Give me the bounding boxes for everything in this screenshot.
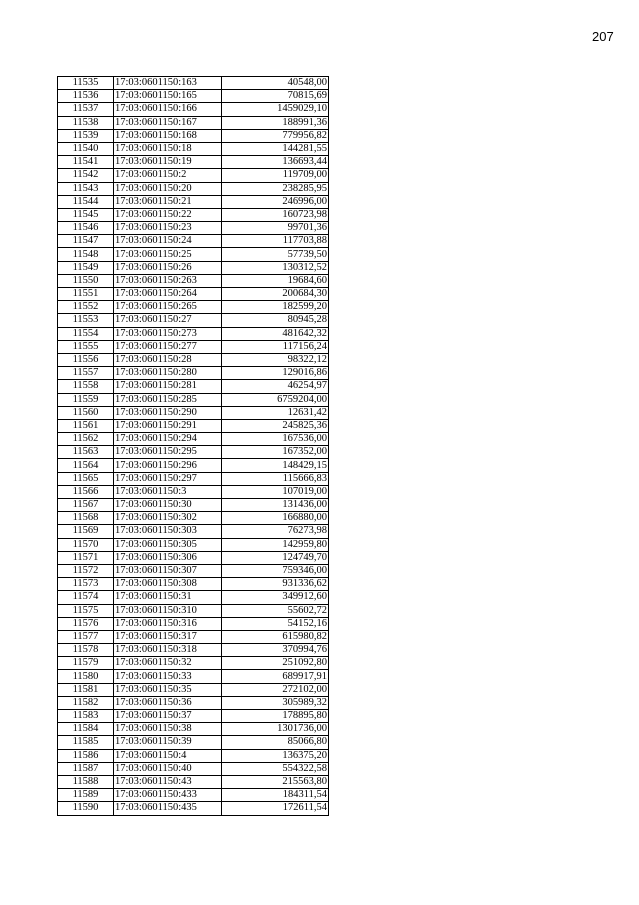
value-cell: 98322,12 [222,353,329,366]
cadastral-number-cell: 17:03:0601150:295 [114,446,222,459]
row-number-cell: 11541 [58,156,114,169]
table-row [58,789,329,802]
row-number-cell: 11548 [58,248,114,261]
cadastral-number-cell: 17:03:0601150:318 [114,644,222,657]
cadastral-number-cell: 17:03:0601150:31 [114,591,222,604]
value-cell: 144281,55 [222,142,329,155]
table-row [58,380,329,393]
table-row [58,393,329,406]
row-number-cell: 11578 [58,644,114,657]
cadastral-number-cell: 17:03:0601150:273 [114,327,222,340]
table-row [58,169,329,182]
value-cell: 779956,82 [222,129,329,142]
cadastral-number-cell: 17:03:0601150:167 [114,116,222,129]
row-number-cell: 11535 [58,77,114,90]
cadastral-number-cell: 17:03:0601150:40 [114,762,222,775]
value-cell: 554322,58 [222,762,329,775]
row-number-cell: 11560 [58,406,114,419]
cadastral-number-cell: 17:03:0601150:290 [114,406,222,419]
row-number-cell: 11563 [58,446,114,459]
table-row [58,525,329,538]
value-cell: 481642,32 [222,327,329,340]
row-number-cell: 11545 [58,208,114,221]
table-row [58,129,329,142]
value-cell: 119709,00 [222,169,329,182]
cadastral-number-cell: 17:03:0601150:285 [114,393,222,406]
cadastral-number-cell: 17:03:0601150:433 [114,789,222,802]
row-number-cell: 11580 [58,670,114,683]
cadastral-number-cell: 17:03:0601150:37 [114,710,222,723]
cadastral-number-cell: 17:03:0601150:28 [114,353,222,366]
cadastral-number-cell: 17:03:0601150:296 [114,459,222,472]
table-row [58,644,329,657]
table-row [58,288,329,301]
value-cell: 57739,50 [222,248,329,261]
table-row [58,696,329,709]
cadastral-number-cell: 17:03:0601150:35 [114,683,222,696]
row-number-cell: 11546 [58,222,114,235]
table-row [58,710,329,723]
row-number-cell: 11573 [58,578,114,591]
row-number-cell: 11576 [58,617,114,630]
value-cell: 215563,80 [222,775,329,788]
row-number-cell: 11552 [58,301,114,314]
value-cell: 70815,69 [222,90,329,103]
cadastral-number-cell: 17:03:0601150:310 [114,604,222,617]
value-cell: 54152,16 [222,617,329,630]
cadastral-number-cell: 17:03:0601150:26 [114,261,222,274]
cadastral-number-cell: 17:03:0601150:297 [114,472,222,485]
value-cell: 615980,82 [222,630,329,643]
cadastral-value-table [57,76,329,816]
value-cell: 129016,86 [222,367,329,380]
row-number-cell: 11562 [58,433,114,446]
value-cell: 148429,15 [222,459,329,472]
row-number-cell: 11585 [58,736,114,749]
value-cell: 136375,20 [222,749,329,762]
table-body [58,77,329,816]
table-row [58,670,329,683]
row-number-cell: 11587 [58,762,114,775]
value-cell: 238285,95 [222,182,329,195]
value-cell: 46254,97 [222,380,329,393]
row-number-cell: 11581 [58,683,114,696]
cadastral-number-cell: 17:03:0601150:24 [114,235,222,248]
table-row [58,499,329,512]
value-cell: 200684,30 [222,288,329,301]
table-row [58,77,329,90]
row-number-cell: 11556 [58,353,114,366]
table-row [58,446,329,459]
table-row [58,156,329,169]
value-cell: 759346,00 [222,564,329,577]
value-cell: 931336,62 [222,578,329,591]
cadastral-number-cell: 17:03:0601150:277 [114,340,222,353]
row-number-cell: 11553 [58,314,114,327]
value-cell: 167536,00 [222,433,329,446]
cadastral-number-cell: 17:03:0601150:20 [114,182,222,195]
value-cell: 689917,91 [222,670,329,683]
row-number-cell: 11557 [58,367,114,380]
table-row [58,762,329,775]
cadastral-number-cell: 17:03:0601150:33 [114,670,222,683]
cadastral-number-cell: 17:03:0601150:18 [114,142,222,155]
value-cell: 99701,36 [222,222,329,235]
cadastral-number-cell: 17:03:0601150:294 [114,433,222,446]
table-row [58,591,329,604]
row-number-cell: 11544 [58,195,114,208]
row-number-cell: 11568 [58,512,114,525]
table-row [58,353,329,366]
row-number-cell: 11577 [58,630,114,643]
row-number-cell: 11584 [58,723,114,736]
table-row [58,261,329,274]
value-cell: 160723,98 [222,208,329,221]
table-row [58,617,329,630]
row-number-cell: 11539 [58,129,114,142]
row-number-cell: 11549 [58,261,114,274]
value-cell: 130312,52 [222,261,329,274]
table-row [58,248,329,261]
table-row [58,419,329,432]
cadastral-number-cell: 17:03:0601150:281 [114,380,222,393]
table-row [58,433,329,446]
row-number-cell: 11537 [58,103,114,116]
cadastral-number-cell: 17:03:0601150:39 [114,736,222,749]
value-cell: 85066,80 [222,736,329,749]
value-cell: 182599,20 [222,301,329,314]
cadastral-number-cell: 17:03:0601150:22 [114,208,222,221]
cadastral-number-cell: 17:03:0601150:316 [114,617,222,630]
value-cell: 349912,60 [222,591,329,604]
table-row [58,142,329,155]
table-row [58,195,329,208]
row-number-cell: 11575 [58,604,114,617]
value-cell: 246996,00 [222,195,329,208]
cadastral-number-cell: 17:03:0601150:263 [114,274,222,287]
row-number-cell: 11561 [58,419,114,432]
row-number-cell: 11559 [58,393,114,406]
cadastral-number-cell: 17:03:0601150:307 [114,564,222,577]
value-cell: 188991,36 [222,116,329,129]
value-cell: 1459029,10 [222,103,329,116]
row-number-cell: 11555 [58,340,114,353]
row-number-cell: 11550 [58,274,114,287]
row-number-cell: 11583 [58,710,114,723]
row-number-cell: 11586 [58,749,114,762]
row-number-cell: 11554 [58,327,114,340]
table-row [58,485,329,498]
cadastral-number-cell: 17:03:0601150:36 [114,696,222,709]
row-number-cell: 11565 [58,472,114,485]
row-number-cell: 11572 [58,564,114,577]
value-cell: 80945,28 [222,314,329,327]
cadastral-number-cell: 17:03:0601150:3 [114,485,222,498]
cadastral-number-cell: 17:03:0601150:308 [114,578,222,591]
row-number-cell: 11589 [58,789,114,802]
table-row [58,775,329,788]
cadastral-number-cell: 17:03:0601150:265 [114,301,222,314]
cadastral-number-cell: 17:03:0601150:27 [114,314,222,327]
table-row [58,723,329,736]
cadastral-number-cell: 17:03:0601150:43 [114,775,222,788]
row-number-cell: 11564 [58,459,114,472]
table-row [58,235,329,248]
table-row [58,314,329,327]
table-row [58,657,329,670]
cadastral-number-cell: 17:03:0601150:306 [114,551,222,564]
table-row [58,564,329,577]
table-row [58,367,329,380]
row-number-cell: 11579 [58,657,114,670]
table-row [58,683,329,696]
row-number-cell: 11547 [58,235,114,248]
value-cell: 115666,83 [222,472,329,485]
table-row [58,222,329,235]
value-cell: 124749,70 [222,551,329,564]
cadastral-number-cell: 17:03:0601150:280 [114,367,222,380]
row-number-cell: 11540 [58,142,114,155]
cadastral-number-cell: 17:03:0601150:30 [114,499,222,512]
row-number-cell: 11566 [58,485,114,498]
cadastral-number-cell: 17:03:0601150:435 [114,802,222,815]
value-cell: 305989,32 [222,696,329,709]
value-cell: 172611,54 [222,802,329,815]
value-cell: 40548,00 [222,77,329,90]
cadastral-number-cell: 17:03:0601150:305 [114,538,222,551]
value-cell: 370994,76 [222,644,329,657]
table-row [58,340,329,353]
cadastral-number-cell: 17:03:0601150:25 [114,248,222,261]
row-number-cell: 11542 [58,169,114,182]
table-row [58,406,329,419]
value-cell: 76273,98 [222,525,329,538]
table-row [58,459,329,472]
cadastral-number-cell: 17:03:0601150:32 [114,657,222,670]
value-cell: 136693,44 [222,156,329,169]
table-row [58,90,329,103]
cadastral-number-cell: 17:03:0601150:166 [114,103,222,116]
table-row [58,802,329,815]
table-row [58,301,329,314]
table-row [58,630,329,643]
row-number-cell: 11567 [58,499,114,512]
cadastral-number-cell: 17:03:0601150:2 [114,169,222,182]
cadastral-number-cell: 17:03:0601150:19 [114,156,222,169]
table-row [58,538,329,551]
value-cell: 55602,72 [222,604,329,617]
cadastral-number-cell: 17:03:0601150:303 [114,525,222,538]
row-number-cell: 11574 [58,591,114,604]
cadastral-number-cell: 17:03:0601150:317 [114,630,222,643]
row-number-cell: 11588 [58,775,114,788]
cadastral-number-cell: 17:03:0601150:168 [114,129,222,142]
table-row [58,116,329,129]
table-row [58,578,329,591]
row-number-cell: 11569 [58,525,114,538]
table-row [58,512,329,525]
cadastral-number-cell: 17:03:0601150:163 [114,77,222,90]
row-number-cell: 11582 [58,696,114,709]
value-cell: 19684,60 [222,274,329,287]
value-cell: 245825,36 [222,419,329,432]
table-row [58,274,329,287]
cadastral-number-cell: 17:03:0601150:21 [114,195,222,208]
row-number-cell: 11538 [58,116,114,129]
page-number: 207 [592,29,614,44]
cadastral-number-cell: 17:03:0601150:302 [114,512,222,525]
value-cell: 184311,54 [222,789,329,802]
value-cell: 251092,80 [222,657,329,670]
table-row [58,736,329,749]
table-row [58,182,329,195]
value-cell: 1301736,00 [222,723,329,736]
table-row [58,551,329,564]
row-number-cell: 11558 [58,380,114,393]
cadastral-number-cell: 17:03:0601150:165 [114,90,222,103]
table-row [58,604,329,617]
value-cell: 272102,00 [222,683,329,696]
table-row [58,472,329,485]
cadastral-number-cell: 17:03:0601150:38 [114,723,222,736]
value-cell: 107019,00 [222,485,329,498]
value-cell: 131436,00 [222,499,329,512]
table-row [58,208,329,221]
row-number-cell: 11536 [58,90,114,103]
table-row [58,327,329,340]
table-row [58,103,329,116]
row-number-cell: 11571 [58,551,114,564]
row-number-cell: 11551 [58,288,114,301]
value-cell: 117156,24 [222,340,329,353]
cadastral-number-cell: 17:03:0601150:4 [114,749,222,762]
row-number-cell: 11543 [58,182,114,195]
value-cell: 12631,42 [222,406,329,419]
value-cell: 6759204,00 [222,393,329,406]
row-number-cell: 11590 [58,802,114,815]
cadastral-number-cell: 17:03:0601150:23 [114,222,222,235]
value-cell: 167352,00 [222,446,329,459]
value-cell: 142959,80 [222,538,329,551]
cadastral-number-cell: 17:03:0601150:291 [114,419,222,432]
value-cell: 117703,88 [222,235,329,248]
value-cell: 166880,00 [222,512,329,525]
cadastral-number-cell: 17:03:0601150:264 [114,288,222,301]
value-cell: 178895,80 [222,710,329,723]
table-row [58,749,329,762]
row-number-cell: 11570 [58,538,114,551]
